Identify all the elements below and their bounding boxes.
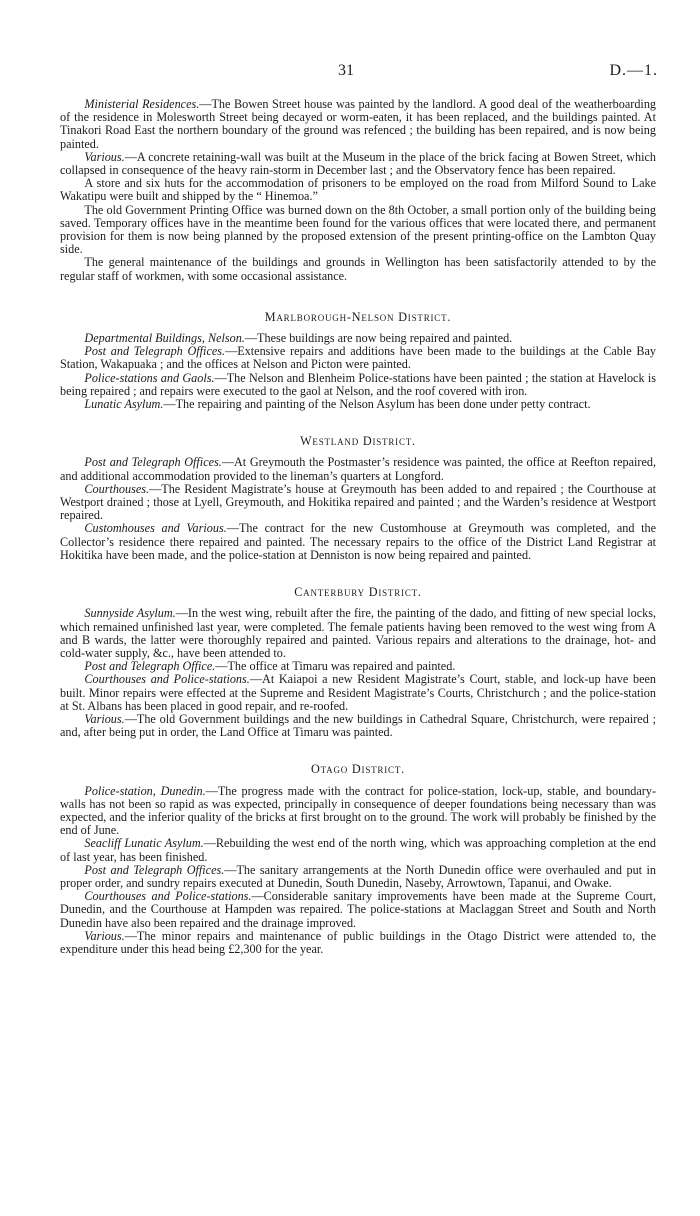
document-reference: D.—1. [609, 62, 658, 79]
paragraph-text: —The repairing and painting of the Nelson Asylum has been done under petty contract. [163, 397, 591, 412]
paragraph-text: The old Government Printing Office was burned down on the 8th October, a small portion only of the building being saved. Temporary offices have in the meantime been found for the various offices that were located there, and permanent provision for them is now being planned by the proposed extension of the present printing-office on the Lambton Quay side. [60, 202, 656, 257]
paragraph-text: —The progress made with the contract for police-station, lock-up, stable, and boundary-walls has not been so rapid as was expected, principally in consequence of deeper foundations being necessary than was expected, and the inferior quality of the bricks at first brought on to the ground. The work will probably be finished by the end of June. [60, 783, 657, 838]
paragraph [60, 177, 656, 203]
paragraph [60, 785, 656, 838]
paragraph-text: The general maintenance of the buildings and grounds in Wellington has been satisfactorily attended to by the regular staff of workmen, with some occasional assistance. [60, 255, 656, 283]
paragraph-title: Sunnyside Asylum. [84, 606, 176, 621]
paragraph-text: —Extensive repairs and additions have been made to the buildings at the Cable Bay Station, Wakapuaka ; and the offices at Nelson and Picton were painted. [60, 344, 657, 372]
section-heading: Otago District. [311, 762, 405, 777]
paragraph-text: —In the west wing, rebuilt after the fire, the painting of the dado, and fitting of new special locks, which remained unfinished last year, were completed. The female patients having been removed to the west wing from A and B wards, the latter were thoroughly repaired and painted. Various repairs and alterations to the drainage, hot- and cold-water supply, &c., have been attended to. [60, 606, 656, 660]
paragraph-text: —These buildings are now being repaired and painted. [244, 331, 513, 346]
paragraph-title: Customhouses and Various. [84, 521, 227, 536]
paragraph [60, 713, 656, 739]
paragraph-title: Police-stations and Gaols. [84, 370, 215, 385]
paragraph-title: Seacliff Lunatic Asylum. [84, 836, 204, 851]
paragraph-text: A store and six huts for the accommodation of prisoners to be employed on the road from Milford Sound to Lake Wakatipu were built and shipped by the “ Hinemoa.” [60, 176, 656, 204]
paragraph-text: —The minor repairs and maintenance of public buildings in the Otago District were attended to, the expenditure under this head being £2,300 for the year. [60, 928, 656, 956]
paragraph-text: —The contract for the new Customhouse at Greymouth was completed, and the Collector’s residence there repaired and painted. The necessary repairs to the office of the District Land Registrar at Hokitika have been made, and the police-station at Denniston is now being repaired and painted. [60, 521, 657, 562]
paragraph-title: Police-station, Dunedin. [84, 783, 206, 798]
paragraph-text: —The office at Timaru was repaired and painted. [215, 659, 456, 674]
paragraph [60, 256, 656, 282]
paragraph-title: Departmental Buildings, Nelson. [84, 331, 245, 346]
section-heading: Westland District. [300, 434, 416, 449]
paragraph [60, 522, 656, 562]
paragraph-title: Various. [84, 149, 125, 164]
page-number: 31 [338, 62, 354, 79]
paragraph-title: Post and Telegraph Offices. [84, 862, 225, 877]
document-body [60, 98, 656, 956]
paragraph-text: —At Kaiapoi a new Resident Magistrate’s Court, stable, and lock-up have been built. Minor repairs were effected at the Supreme and Resident Magistrate’s Courts, Christchurch ; and the police-station at St. Albans has been placed in good repair, and re-roofed. [60, 672, 656, 713]
paragraph-title: Lunatic Asylum. [84, 397, 164, 412]
paragraph [60, 98, 656, 151]
paragraph [60, 345, 656, 371]
section-heading: Canterbury District. [294, 585, 422, 600]
paragraph-text: —At Greymouth the Postmaster’s residence was painted, the office at Reefton repaired, and additional accommodation provided to the lineman’s quarters at Longford. [60, 455, 657, 483]
page-header [0, 62, 700, 82]
paragraph-title: Courthouses and Police-stations. [84, 889, 252, 904]
paragraph-title: Post and Telegraph Offices. [84, 455, 222, 470]
paragraph [60, 483, 656, 523]
paragraph-text: —The old Government buildings and the new buildings in Cathedral Square, Christchurch, were repaired ; and, after being put in order, the Land Office at Timaru was painted. [60, 711, 656, 740]
paragraph [60, 372, 656, 398]
paragraph [60, 151, 656, 177]
paragraph-title: Various. [84, 928, 125, 943]
paragraph-title: Post and Telegraph Office. [84, 659, 216, 674]
paragraph-title: Post and Telegraph Offices. [84, 344, 226, 359]
paragraph-text: —The Bowen Street house was painted by the landlord. A good deal of the weatherboarding of the residence in Molesworth Street being decayed or worm-eaten, it has been replaced, and the buildings painted. At Tinakori Road East the northern boundary of the ground was refenced ; the building has been repaired, and is now being painted. [60, 97, 657, 151]
paragraph [60, 673, 656, 713]
paragraph-title: Various. [84, 711, 125, 726]
paragraph [60, 864, 656, 890]
paragraph [60, 456, 656, 482]
paragraph-title: Courthouses and Police-stations. [84, 672, 250, 687]
paragraph-title: Courthouses. [84, 481, 150, 496]
paragraph-text: —The Resident Magistrate’s house at Greymouth has been added to and repaired ; the Courthouse at Westport drained ; those at Lyell, Greymouth, and Hokitika repaired and painted ; and the Warden’s residence at Westport repaired. [60, 481, 656, 523]
paragraph-text: —Considerable sanitary improvements have been made at the Supreme Court, Dunedin, and the Courthouse at Hampden was repaired. The police-stations at Maclaggan Street and South and North Dunedin have also been repaired and the drainage improved. [60, 889, 656, 930]
paragraph-text: —The Nelson and Blenheim Police-stations have been painted ; the station at Havelock is being repaired ; and repairs were executed to the gaol at Nelson, and the roof covered with iron. [60, 370, 656, 398]
paragraph [60, 837, 656, 863]
paragraph [60, 204, 656, 257]
paragraph [60, 398, 656, 411]
paragraph [60, 890, 656, 930]
paragraph-text: —Rebuilding the west end of the north wing, which was approaching completion at the end of last year, has been finished. [60, 836, 656, 864]
paragraph [60, 930, 656, 956]
paragraph [60, 607, 656, 660]
section-heading: Marlborough-Nelson District. [264, 309, 452, 324]
paragraph-text: —A concrete retaining-wall was built at the Museum in the place of the brick facing at Bowen Street, which collapsed in consequence of the heavy rain-storm in December last ; and the Observatory fence has been repaired. [60, 149, 656, 178]
paragraph-title: Ministerial Residences. [84, 97, 200, 111]
paragraph-text: —The sanitary arrangements at the North Dunedin office were overhauled and put in proper order, and sundry repairs executed at Dunedin, South Dunedin, Naseby, Arrowtown, Tapanui, and Owake. [60, 862, 657, 890]
